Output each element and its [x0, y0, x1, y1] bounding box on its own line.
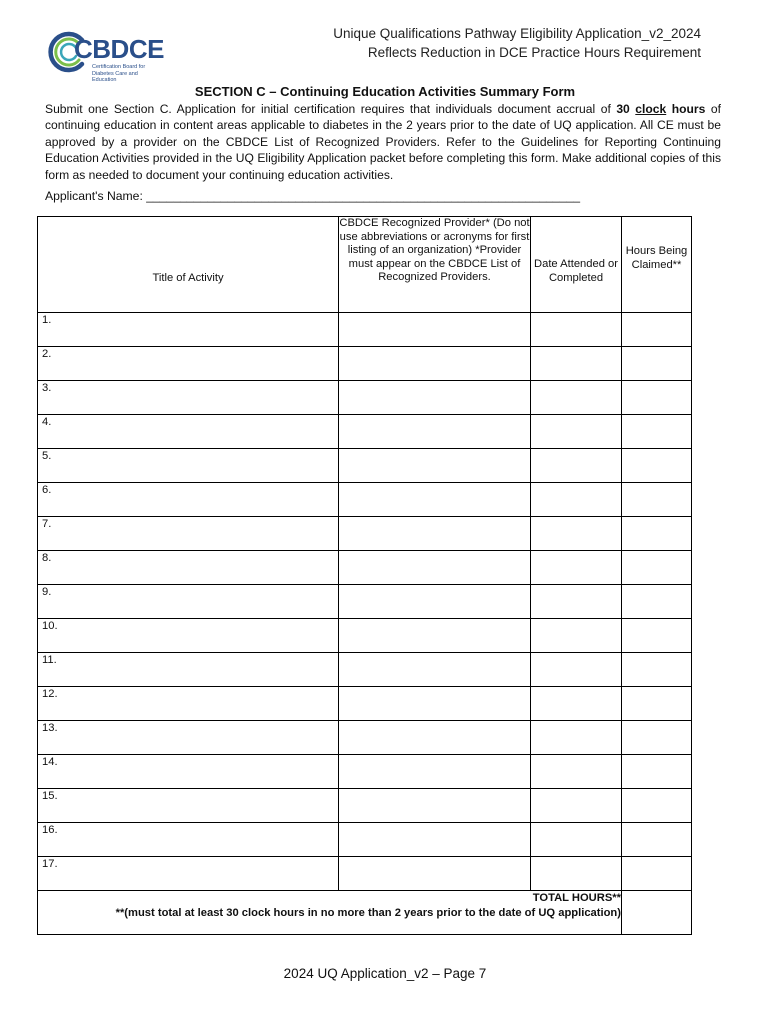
row-number: 17. [42, 858, 58, 870]
activity-title-cell[interactable] [38, 619, 339, 653]
hours-cell[interactable] [622, 755, 692, 789]
header-subtitle: Reflects Reduction in DCE Practice Hours Requirement [367, 45, 701, 60]
intro-hours-number: 30 [616, 102, 630, 116]
date-cell[interactable] [531, 517, 622, 551]
row-number: 5. [42, 450, 52, 462]
row-number: 13. [42, 722, 58, 734]
table-row [38, 381, 692, 415]
intro-clock-word: clock [635, 102, 667, 116]
date-cell[interactable] [531, 551, 622, 585]
provider-cell[interactable] [339, 381, 531, 415]
activity-title-cell[interactable] [38, 517, 339, 551]
hours-cell[interactable] [622, 653, 692, 687]
table-row [38, 449, 692, 483]
applicant-name-field[interactable]: Applicant's Name: ________________________________________________________________ [45, 189, 581, 203]
row-number: 4. [42, 416, 52, 428]
hours-cell[interactable] [622, 551, 692, 585]
row-number: 14. [42, 756, 58, 768]
provider-cell[interactable] [339, 449, 531, 483]
activity-title-cell[interactable] [38, 755, 339, 789]
date-cell[interactable] [531, 619, 622, 653]
header-hours-claimed: Hours Being Claimed** [622, 217, 692, 313]
row-number: 9. [42, 586, 52, 598]
table-row [38, 687, 692, 721]
intro-text-start: Submit one Section C. Application for initial certification requires that individuals document accrual of [45, 102, 617, 116]
table-row [38, 347, 692, 381]
activity-title-cell[interactable] [38, 483, 339, 517]
provider-cell[interactable] [339, 721, 531, 755]
ce-activities-table [37, 216, 692, 935]
intro-paragraph [45, 101, 721, 183]
date-cell[interactable] [531, 721, 622, 755]
activity-title-cell[interactable] [38, 585, 339, 619]
date-cell[interactable] [531, 585, 622, 619]
activity-title-cell[interactable] [38, 313, 339, 347]
row-number: 16. [42, 824, 58, 836]
table-row [38, 789, 692, 823]
total-hours-note: **(must total at least 30 clock hours in no more than 2 years prior to the date of UQ application) [115, 907, 621, 919]
table-header-row [38, 217, 692, 313]
date-cell[interactable] [531, 347, 622, 381]
hours-cell[interactable] [622, 313, 692, 347]
hours-cell[interactable] [622, 823, 692, 857]
cbdce-logo [46, 28, 164, 83]
table-row [38, 551, 692, 585]
provider-cell[interactable] [339, 687, 531, 721]
provider-cell[interactable] [339, 585, 531, 619]
row-number: 7. [42, 518, 52, 530]
header-title: Unique Qualifications Pathway Eligibility Application_v2_2024 [333, 26, 701, 41]
date-cell[interactable] [531, 415, 622, 449]
provider-cell[interactable] [339, 857, 531, 891]
total-hours-input[interactable] [622, 891, 692, 935]
activity-title-cell[interactable] [38, 415, 339, 449]
table-row [38, 517, 692, 551]
section-title: SECTION C – Continuing Education Activities Summary Form [194, 84, 576, 99]
date-cell[interactable] [531, 381, 622, 415]
provider-cell[interactable] [339, 755, 531, 789]
header-title-of-activity: Title of Activity [38, 217, 339, 313]
page-footer: 2024 UQ Application_v2 – Page 7 [283, 966, 487, 981]
activity-title-cell[interactable] [38, 551, 339, 585]
date-cell[interactable] [531, 789, 622, 823]
date-cell[interactable] [531, 653, 622, 687]
document-header [333, 24, 701, 62]
activity-title-cell[interactable] [38, 687, 339, 721]
activity-title-cell[interactable] [38, 789, 339, 823]
row-number: 8. [42, 552, 52, 564]
row-number: 15. [42, 790, 58, 802]
table-row [38, 653, 692, 687]
table-row [38, 313, 692, 347]
table-row [38, 585, 692, 619]
row-number: 11. [42, 654, 57, 666]
logo-subtitle: Certification Board for Diabetes Care and Education [92, 64, 146, 83]
hours-cell[interactable] [622, 381, 692, 415]
intro-text-end: of continuing education in content areas applicable to diabetes in the 2 years prior to the date of UQ application. All CE must be approved by a provider on the CBDCE List of Recognized Providers. Refer to the Guidelines for Reporting Continuing Education Activities provided in the UQ Eligibility Application packet before completing this form. Make additional copies of this form as needed to document your continuing education activities. [45, 102, 721, 182]
hours-cell[interactable] [622, 789, 692, 823]
provider-cell[interactable] [339, 619, 531, 653]
hours-cell[interactable] [622, 585, 692, 619]
provider-cell[interactable] [339, 483, 531, 517]
table-row [38, 823, 692, 857]
date-cell[interactable] [531, 449, 622, 483]
table-row [38, 857, 692, 891]
date-cell[interactable] [531, 483, 622, 517]
activity-title-cell[interactable] [38, 857, 339, 891]
provider-cell[interactable] [339, 517, 531, 551]
hours-cell[interactable] [622, 517, 692, 551]
activity-title-cell[interactable] [38, 347, 339, 381]
table-row [38, 415, 692, 449]
hours-cell[interactable] [622, 619, 692, 653]
logo-wordmark: CBDCE [74, 34, 164, 64]
provider-cell[interactable] [339, 313, 531, 347]
hours-cell[interactable] [622, 687, 692, 721]
table-row [38, 619, 692, 653]
row-number: 3. [42, 382, 52, 394]
hours-cell[interactable] [622, 347, 692, 381]
row-number: 6. [42, 484, 52, 496]
total-hours-label: TOTAL HOURS** **(must total at least 30 clock hours in no more than 2 years prior to the date of UQ application) [38, 891, 622, 935]
header-recognized-provider: CBDCE Recognized Provider* (Do not use abbreviations or acronyms for first listing of an organization) *Provider must appear on the CBDCE List of Recognized Providers. [339, 217, 531, 313]
hours-cell[interactable] [622, 483, 692, 517]
row-number: 12. [42, 688, 58, 700]
date-cell[interactable] [531, 687, 622, 721]
hours-cell[interactable] [622, 449, 692, 483]
hours-cell[interactable] [622, 721, 692, 755]
row-number: 2. [42, 348, 52, 360]
hours-cell[interactable] [622, 415, 692, 449]
date-cell[interactable] [531, 313, 622, 347]
provider-cell[interactable] [339, 551, 531, 585]
table-row [38, 721, 692, 755]
provider-cell[interactable] [339, 653, 531, 687]
activity-title-cell[interactable] [38, 721, 339, 755]
provider-cell[interactable] [339, 789, 531, 823]
provider-cell[interactable] [339, 347, 531, 381]
header-date-attended: Date Attended or Completed [531, 217, 622, 313]
provider-cell[interactable] [339, 823, 531, 857]
activity-title-cell[interactable] [38, 823, 339, 857]
date-cell[interactable] [531, 823, 622, 857]
table-row [38, 755, 692, 789]
date-cell[interactable] [531, 857, 622, 891]
activity-title-cell[interactable] [38, 449, 339, 483]
total-row [38, 891, 692, 935]
date-cell[interactable] [531, 755, 622, 789]
activity-title-cell[interactable] [38, 381, 339, 415]
hours-cell[interactable] [622, 857, 692, 891]
provider-cell[interactable] [339, 415, 531, 449]
table-row [38, 483, 692, 517]
activity-title-cell[interactable] [38, 653, 339, 687]
row-number: 1. [42, 314, 52, 326]
intro-hours-word: hours [671, 102, 706, 116]
row-number: 10. [42, 620, 58, 632]
